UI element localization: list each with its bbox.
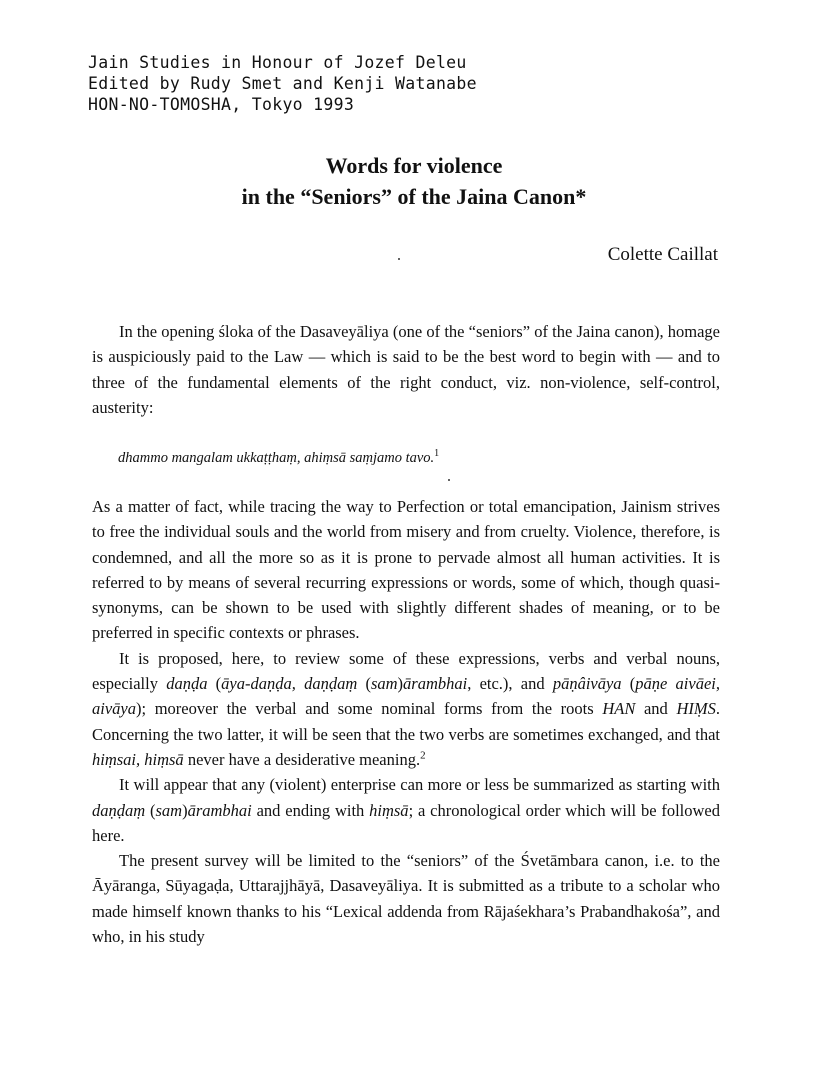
footnote-marker-2: 2 [420,749,426,762]
verse-text: dhammo mangalam ukkaṭṭhaṃ, ahiṃsā saṃjamo tavo. [118,449,435,466]
article-title [0,150,828,212]
paragraph-4: It will appear that any (violent) enterprise can more or less be summarized as starting with daṇḍaṃ (sam)ārambhai and ending with hiṃsā; a chronological order which will be followed here. [92,775,720,845]
paragraph-2: As a matter of fact, while tracing the way to Perfection or total emancipation, Jainism strives to free the individual souls and the world from misery and from cruelty. Violence, therefore, is condemned, and all the more so as it is prone to pervade almost all human activities. It is referred to by means of several recurring expressions or words, some of which, though quasi-synonyms, can be shown to be used with slightly different shades of meaning, or to be preferred in specific contexts or phrases. [92,497,720,643]
header-line-1: Jain Studies in Honour of Jozef Deleu [88,53,467,72]
publication-header [88,52,688,115]
paragraph-5: The present survey will be limited to the “seniors” of the Śvetāmbara canon, i.e. to the Āyāranga, Sūyagaḍa, Uttarajjhāyā, Dasaveyāliya. It is submitted as a tribute to a scholar who made himself known thanks to his “Lexical addenda from Rājaśekhara’s Prabandhakośa”, and who, in his study [92,851,720,947]
verse-quote [118,448,439,467]
scan-speck [448,479,450,481]
header-line-3: HON-NO-TOMOSHA, Tokyo 1993 [88,95,355,114]
scan-speck [398,258,400,260]
opening-paragraph [92,319,720,420]
title-line-1: Words for violence [325,153,503,178]
paragraph-1: In the opening śloka of the Dasaveyāliya (one of the “seniors” of the Jaina canon), homage is auspiciously paid to the Law — which is said to be the best word to begin with — and to three of the fundamental elements of the right conduct, viz. non-violence, self-control, austerity: [92,322,720,417]
header-line-2: Edited by Rudy Smet and Kenji Watanabe [88,74,477,93]
paragraph-3: It is proposed, here, to review some of these expressions, verbs and verbal nouns, especially daṇḍa (āya-daṇḍa, daṇḍaṃ (sam)ārambhai, etc.), and pāṇâivāya (pāṇe aivāei, aivāya); moreover the verbal and some nominal forms from the roots HAN and HIṂS. Concerning the two latter, it will be seen that the two verbs are sometimes exchanged, and that hiṃsai, hiṃsā never have a desiderative meaning.$^2$ [92,648,720,769]
title-line-2: in the “Seniors” of the Jaina Canon* [241,184,587,209]
author-name: Colette Caillat [607,244,718,265]
main-body [92,494,720,949]
footnote-marker-1: 1 [434,448,440,459]
